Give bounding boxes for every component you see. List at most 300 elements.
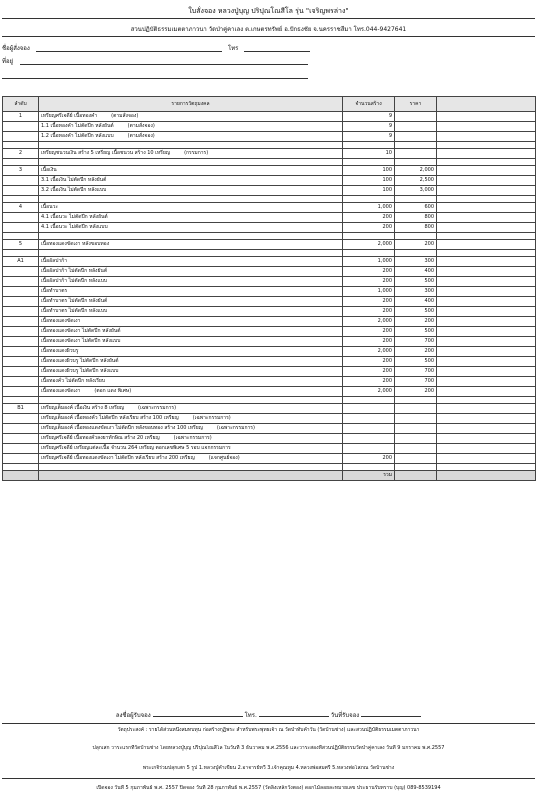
table-row xyxy=(3,277,536,287)
item-cell xyxy=(39,387,343,397)
item-name: 3.1 เนื้อเงิน ไม่ตัดปีก หลังยันต์ xyxy=(41,177,107,183)
item-cell xyxy=(39,196,343,203)
table-row xyxy=(3,149,536,159)
qty-cell xyxy=(343,414,395,424)
item-cell xyxy=(39,122,343,132)
no-cell xyxy=(3,397,39,404)
price-cell: 400 xyxy=(395,297,437,307)
no-cell xyxy=(3,176,39,186)
table-row xyxy=(3,367,536,377)
table-row xyxy=(3,257,536,267)
order-qty-cell[interactable] xyxy=(437,347,536,357)
item-name: เนื้อทำบาตร xyxy=(41,288,68,294)
order-table xyxy=(2,96,536,481)
date-label: วันที่รับจอง xyxy=(330,712,360,719)
purpose-note: วัตถุประสงค์ : รายได้ส่วนหนึ่งสมทบทุน ก่อสร้างกุฏิพระ สำหรับพระพุทธเจ้า ณ วัดป่าทับคำวัน (วัดบ้านช่าง) และสวนปฏิบัติธรรมเมตตาภาวนา xyxy=(117,727,420,733)
order-qty-cell[interactable] xyxy=(437,464,536,471)
price-cell: 700 xyxy=(395,377,437,387)
no-cell xyxy=(3,454,39,464)
order-qty-cell[interactable] xyxy=(437,307,536,317)
order-qty-cell[interactable] xyxy=(437,424,536,434)
order-qty-cell[interactable] xyxy=(437,186,536,196)
price-cell: 700 xyxy=(395,367,437,377)
qty-cell: 10 xyxy=(343,149,395,159)
table-row xyxy=(3,250,536,257)
qty-cell: 200 xyxy=(343,213,395,223)
item-cell xyxy=(39,434,343,444)
price-cell: 400 xyxy=(395,267,437,277)
table-row xyxy=(3,233,536,240)
order-qty-cell[interactable] xyxy=(437,250,536,257)
page-subtitle: สวนปฏิบัติธรรมเมตตาภาวนา วัดป่าคู่คาเลง ต.เกษตรทรัพย์ อ.ปักธงชัย จ.นครราชสีมา โทร.044-9427641 xyxy=(130,26,407,33)
no-cell: 3 xyxy=(3,166,39,176)
table-row xyxy=(3,223,536,233)
item-name: เหรียญชนวนเงิน สร้าง 5 เหรียญ เนื้อชนวน สร้าง 10 เหรียญ xyxy=(41,150,171,156)
order-qty-cell[interactable] xyxy=(437,317,536,327)
item-name: เนื้อทองแดงผิวบรู xyxy=(41,348,79,354)
qty-cell: 200 xyxy=(343,307,395,317)
qty-cell xyxy=(343,464,395,471)
table-row xyxy=(3,112,536,122)
table-row xyxy=(3,122,536,132)
qty-cell xyxy=(343,196,395,203)
item-name: เนื้อเงิน xyxy=(41,167,57,173)
price-cell xyxy=(395,471,437,481)
item-note: (ตามสั่งจอง) xyxy=(127,123,155,129)
no-cell xyxy=(3,233,39,240)
item-cell xyxy=(39,250,343,257)
order-qty-cell[interactable] xyxy=(437,240,536,250)
price-cell: 200 xyxy=(395,317,437,327)
price-cell xyxy=(395,132,437,142)
item-cell xyxy=(39,414,343,424)
qty-cell xyxy=(343,404,395,414)
order-qty-cell[interactable] xyxy=(437,444,536,454)
order-qty-cell[interactable] xyxy=(437,196,536,203)
price-cell xyxy=(395,122,437,132)
item-note: (ตามสั่งจอง) xyxy=(111,113,139,119)
order-qty-cell[interactable] xyxy=(437,213,536,223)
table-row xyxy=(3,387,536,397)
qty-cell: 1,000 xyxy=(343,287,395,297)
phone-field[interactable] xyxy=(244,43,310,52)
item-note: (เฉพาะกรรมการ) xyxy=(173,435,212,441)
item-cell xyxy=(39,240,343,250)
divider xyxy=(2,778,535,779)
qty-cell: 200 xyxy=(343,377,395,387)
item-name: เนื้ออัลปาก้า ไม่ตัดปีก หลังแบบ xyxy=(41,278,108,284)
item-name: เนื้อทองแดงผิวบรู ไม่ตัดปีก หลังยันต์ xyxy=(41,358,119,364)
qty-cell: 9 xyxy=(343,122,395,132)
qty-cell xyxy=(343,142,395,149)
price-cell xyxy=(395,142,437,149)
order-qty-cell[interactable] xyxy=(437,414,536,424)
qty-cell: 9 xyxy=(343,132,395,142)
qty-cell: รวม xyxy=(343,471,395,481)
item-name: เนื้อทำบาตร ไม่ตัดปีก หลังยันต์ xyxy=(41,298,108,304)
item-cell xyxy=(39,267,343,277)
item-name: เหรียญศรีเจดีย์ เนื้อทองคำ xyxy=(41,113,98,119)
order-qty-cell[interactable] xyxy=(437,166,536,176)
item-cell xyxy=(39,471,343,481)
item-cell xyxy=(39,223,343,233)
order-qty-cell[interactable] xyxy=(437,404,536,414)
item-cell xyxy=(39,367,343,377)
no-cell xyxy=(3,464,39,471)
order-qty-cell[interactable] xyxy=(437,471,536,481)
table-row xyxy=(3,347,536,357)
price-cell xyxy=(395,414,437,424)
qty-cell: 9 xyxy=(343,112,395,122)
qty-cell: 2,000 xyxy=(343,317,395,327)
table-row xyxy=(3,377,536,387)
signature-label: ลงชื่อผู้รับจอง xyxy=(115,712,151,719)
order-qty-cell[interactable] xyxy=(437,387,536,397)
qty-cell xyxy=(343,434,395,444)
item-cell xyxy=(39,347,343,357)
divider xyxy=(2,18,535,19)
address-field-line-2[interactable] xyxy=(2,70,308,79)
price-cell: 300 xyxy=(395,287,437,297)
qty-cell: 1,000 xyxy=(343,257,395,267)
divider xyxy=(2,723,535,724)
item-name: เนื้อทองแดงขัดเงา xyxy=(41,388,81,394)
order-qty-cell[interactable] xyxy=(437,233,536,240)
qty-cell: 100 xyxy=(343,186,395,196)
col-header-no: ลำดับ xyxy=(3,97,39,112)
no-cell xyxy=(3,367,39,377)
table-row xyxy=(3,142,536,149)
no-cell xyxy=(3,357,39,367)
qty-cell: 100 xyxy=(343,166,395,176)
item-note: (แจกศูนย์จอง) xyxy=(208,455,240,461)
no-cell xyxy=(3,122,39,132)
item-note: (ตอก แดง พิเศษ) xyxy=(94,388,132,394)
item-name: เนื้อทองแดงขัดเงา ไม่ตัดปีก หลังยันต์ xyxy=(41,328,121,334)
item-name: 4.1 เนื้อนวะ ไม่ตัดปีก หลังแบบ xyxy=(41,224,108,230)
order-qty-cell[interactable] xyxy=(437,297,536,307)
orderer-label: ชื่อผู้สั่งจอง xyxy=(2,45,30,52)
no-cell xyxy=(3,277,39,287)
item-name: 3.2 เนื้อเงิน ไม่ตัดปีก หลังแบบ xyxy=(41,187,107,193)
price-cell xyxy=(395,444,437,454)
item-name: 1.1 เนื้อทองคำ ไม่ตัดปีก หลังยันต์ xyxy=(41,123,114,129)
item-name: เหรียญเต็มองค์ เนื้อทองคั่ว ไม่ตัดปีก หลังเรียบ สร้าง 100 เหรียญ xyxy=(41,415,179,421)
total-row xyxy=(3,471,536,481)
price-cell xyxy=(395,454,437,464)
item-cell xyxy=(39,257,343,267)
item-name: เนื้ออัลปาก้า ไม่ตัดปีก หลังยันต์ xyxy=(41,268,108,274)
price-cell: 2,000 xyxy=(395,166,437,176)
table-row xyxy=(3,267,536,277)
table-row xyxy=(3,240,536,250)
price-cell xyxy=(395,464,437,471)
price-cell xyxy=(395,424,437,434)
price-cell: 2,500 xyxy=(395,176,437,186)
order-qty-cell[interactable] xyxy=(437,287,536,297)
item-cell xyxy=(39,142,343,149)
item-note: (เฉพาะกรรมการ) xyxy=(216,425,255,431)
table-row xyxy=(3,337,536,347)
item-name: เนื้อทองแดงผิวบรู ไม่ตัดปีก หลังแบบ xyxy=(41,368,119,374)
price-cell: 200 xyxy=(395,240,437,250)
address-row-2 xyxy=(2,70,535,80)
no-cell xyxy=(3,434,39,444)
item-cell xyxy=(39,233,343,240)
table-row xyxy=(3,397,536,404)
no-cell xyxy=(3,387,39,397)
table-row xyxy=(3,444,536,454)
qty-cell xyxy=(343,159,395,166)
no-cell xyxy=(3,297,39,307)
order-qty-cell[interactable] xyxy=(437,327,536,337)
no-cell: A1 xyxy=(3,257,39,267)
price-cell xyxy=(395,149,437,159)
qty-cell: 200 xyxy=(343,327,395,337)
table-row xyxy=(3,196,536,203)
price-cell: 600 xyxy=(395,203,437,213)
table-row xyxy=(3,213,536,223)
item-note: (ตามสั่งจอง) xyxy=(127,133,155,139)
item-name: เหรียญเต็มองค์ เนื้อทองแดงขัดเงา ไม่ตัดปีก หลังขอบทอง สร้าง 100 เหรียญ xyxy=(41,425,203,431)
order-qty-cell[interactable] xyxy=(437,203,536,213)
item-name: เนื้อทองแดงขัดเงา ไม่ตัดปีก หลังแบบ xyxy=(41,338,121,344)
table-row xyxy=(3,317,536,327)
order-qty-cell[interactable] xyxy=(437,377,536,387)
order-qty-cell[interactable] xyxy=(437,454,536,464)
item-name: เหรียญเต็มองค์ เนื้อเงิน สร้าง 8 เหรียญ xyxy=(41,405,125,411)
col-header-item: รายการวัตถุมงคล xyxy=(39,97,343,112)
no-cell: 4 xyxy=(3,203,39,213)
price-cell xyxy=(395,159,437,166)
table-row xyxy=(3,404,536,414)
signature-field[interactable] xyxy=(153,716,243,717)
item-cell xyxy=(39,397,343,404)
no-cell: 1 xyxy=(3,112,39,122)
order-qty-cell[interactable] xyxy=(437,176,536,186)
orderer-name-field[interactable] xyxy=(36,43,222,52)
no-cell xyxy=(3,196,39,203)
qty-cell xyxy=(343,424,395,434)
item-note: (กรรมการ) xyxy=(184,150,209,156)
item-cell xyxy=(39,377,343,387)
item-note: (เฉพาะกรรมการ) xyxy=(192,415,231,421)
no-cell xyxy=(3,444,39,454)
item-cell xyxy=(39,424,343,434)
no-cell: B1 xyxy=(3,404,39,414)
order-qty-cell[interactable] xyxy=(437,257,536,267)
item-name: เนื้อทองแดงขัดเงา xyxy=(41,318,81,324)
qty-cell: 200 xyxy=(343,337,395,347)
no-cell xyxy=(3,337,39,347)
item-name: เหรียญศรีเจดีย์ เหรียญแต่ละเนื้อ จำนวน 264 เหรียญ ตอกเลขพิเศษ 5 รอบ แจกกรรมการ xyxy=(41,445,231,451)
qty-cell: 2,000 xyxy=(343,240,395,250)
item-cell xyxy=(39,357,343,367)
item-name: เนื้อทำบาตร ไม่ตัดปีก หลังแบบ xyxy=(41,308,108,314)
no-cell: 5 xyxy=(3,240,39,250)
price-cell xyxy=(395,434,437,444)
qty-cell xyxy=(343,233,395,240)
item-cell xyxy=(39,203,343,213)
item-cell xyxy=(39,186,343,196)
qty-cell: 1,000 xyxy=(343,203,395,213)
col-header-order xyxy=(437,97,536,112)
page-title: ใบสั่งจอง หลวงปู่บุญ ปริปุณโณสีโล รุ่น "เจริญพรล่าง" xyxy=(188,7,349,15)
item-name: เนื้อทองคั่ว ไม่ตัดปีก หลังเรียบ xyxy=(41,378,106,384)
table-row xyxy=(3,186,536,196)
no-cell xyxy=(3,377,39,387)
table-row xyxy=(3,166,536,176)
footer-phone-field[interactable] xyxy=(259,716,329,717)
item-cell xyxy=(39,404,343,414)
order-qty-cell[interactable] xyxy=(437,397,536,404)
booking-period-note: เปิดจอง วันที่ 5 กุมภาพันธ์ พ.ศ. 2557 ปิดจอง วันที่ 28 กุมภาพันธ์ พ.ศ.2557 (วัดลิงเหล็กวังตอง) ดอกไม้ลอยละหมายเลข ประธานรับทราบ (บุญ) 089-8539194 xyxy=(96,785,441,791)
order-qty-cell[interactable] xyxy=(437,267,536,277)
order-qty-cell[interactable] xyxy=(437,337,536,347)
price-cell: 800 xyxy=(395,223,437,233)
order-qty-cell[interactable] xyxy=(437,357,536,367)
table-row xyxy=(3,357,536,367)
item-name: เนื้อทองแดงขัดเงา หลังขอบทอง xyxy=(41,241,110,247)
qty-cell xyxy=(343,397,395,404)
order-qty-cell[interactable] xyxy=(437,434,536,444)
no-cell xyxy=(3,186,39,196)
price-cell xyxy=(395,196,437,203)
order-qty-cell[interactable] xyxy=(437,159,536,166)
orderer-row xyxy=(2,43,535,53)
item-name: เหรียญศรีเจดีย์ เนื้อทองแดงขัดเงา ไม่ตัดปีก หลังเรียบ สร้าง 200 เหรียญ xyxy=(41,455,195,461)
no-cell xyxy=(3,223,39,233)
table-row xyxy=(3,424,536,434)
item-cell xyxy=(39,327,343,337)
signature-row xyxy=(0,710,537,720)
qty-cell: 200 xyxy=(343,223,395,233)
no-cell xyxy=(3,327,39,337)
order-qty-cell[interactable] xyxy=(437,149,536,159)
no-cell xyxy=(3,347,39,357)
item-name: 4.1 เนื้อนวะ ไม่ตัดปีก หลังยันต์ xyxy=(41,214,108,220)
item-cell xyxy=(39,176,343,186)
phone-label: โทร xyxy=(228,45,239,52)
no-cell xyxy=(3,471,39,481)
no-cell xyxy=(3,307,39,317)
item-cell xyxy=(39,297,343,307)
price-cell: 500 xyxy=(395,357,437,367)
table-row xyxy=(3,287,536,297)
blessing-note: ปลุกเสก วาระแรกที่วัดบ้านช่าง โดยหลวงปู่บุญ ปริปุณโณสีโล ในวันที่ 3 ธันวาคม พ.ศ.2556 และวาระสองที่สวนปฏิบัติธรรมวัดป่าคู่คาเลง วันที่ 9 มกราคม พ.ศ.2557 xyxy=(92,745,445,751)
price-cell: 500 xyxy=(395,327,437,337)
price-cell xyxy=(395,250,437,257)
no-cell xyxy=(3,250,39,257)
qty-cell: 200 xyxy=(343,277,395,287)
table-row xyxy=(3,297,536,307)
qty-cell: 200 xyxy=(343,454,395,464)
no-cell xyxy=(3,424,39,434)
table-row xyxy=(3,434,536,444)
table-row xyxy=(3,327,536,337)
table-row xyxy=(3,414,536,424)
qty-cell xyxy=(343,444,395,454)
order-qty-cell[interactable] xyxy=(437,277,536,287)
table-row xyxy=(3,159,536,166)
no-cell xyxy=(3,142,39,149)
price-cell xyxy=(395,112,437,122)
item-cell xyxy=(39,337,343,347)
item-cell xyxy=(39,454,343,464)
address-label: ที่อยู่ xyxy=(2,58,14,65)
table-row xyxy=(3,203,536,213)
price-cell: 700 xyxy=(395,337,437,347)
qty-cell: 200 xyxy=(343,357,395,367)
item-name: 1.2 เนื้อทองคำ ไม่ตัดปีก หลังแบบ xyxy=(41,133,114,139)
table-row xyxy=(3,176,536,186)
order-qty-cell[interactable] xyxy=(437,132,536,142)
address-field[interactable] xyxy=(20,56,308,65)
address-row xyxy=(2,56,535,66)
item-cell xyxy=(39,317,343,327)
order-qty-cell[interactable] xyxy=(437,122,536,132)
qty-cell: 200 xyxy=(343,297,395,307)
qty-cell: 2,000 xyxy=(343,387,395,397)
footer-phone-label: โทร. xyxy=(244,712,257,719)
price-cell: 800 xyxy=(395,213,437,223)
price-cell: 200 xyxy=(395,347,437,357)
order-qty-cell[interactable] xyxy=(437,367,536,377)
price-cell: 200 xyxy=(395,387,437,397)
item-cell xyxy=(39,277,343,287)
no-cell xyxy=(3,287,39,297)
table-row xyxy=(3,464,536,471)
item-name: เนื้ออัลปาก้า xyxy=(41,258,68,264)
no-cell xyxy=(3,267,39,277)
qty-cell: 200 xyxy=(343,267,395,277)
price-cell xyxy=(395,404,437,414)
col-header-price: ราคา xyxy=(395,97,437,112)
order-qty-cell[interactable] xyxy=(437,112,536,122)
table-row xyxy=(3,132,536,142)
price-cell: 3,000 xyxy=(395,186,437,196)
order-qty-cell[interactable] xyxy=(437,142,536,149)
price-cell: 500 xyxy=(395,277,437,287)
monks-note: พระเกจิร่วมปลุกเสก 5 รูป 1.หลวงปู่คำเขียน 2.อาจารย์ทวี 3.เจ้าคุณทูม 4.หลวงพ่อสมศรี 5.หลวงพ่อโสภณ วัดบ้านช่าง xyxy=(142,765,395,771)
table-header-row xyxy=(3,97,536,112)
qty-cell: 100 xyxy=(343,176,395,186)
item-cell xyxy=(39,166,343,176)
item-cell xyxy=(39,159,343,166)
item-cell xyxy=(39,149,343,159)
item-cell xyxy=(39,213,343,223)
table-row xyxy=(3,454,536,464)
qty-cell: 200 xyxy=(343,367,395,377)
item-cell xyxy=(39,444,343,454)
date-field[interactable] xyxy=(361,716,421,717)
price-cell: 500 xyxy=(395,307,437,317)
no-cell xyxy=(3,317,39,327)
no-cell xyxy=(3,159,39,166)
item-cell xyxy=(39,464,343,471)
item-name: เนื้อนวะ xyxy=(41,204,59,210)
item-cell xyxy=(39,307,343,317)
table-row xyxy=(3,307,536,317)
no-cell xyxy=(3,414,39,424)
item-note: (เฉพาะกรรมการ) xyxy=(138,405,177,411)
divider xyxy=(2,36,535,37)
item-cell xyxy=(39,112,343,122)
order-qty-cell[interactable] xyxy=(437,223,536,233)
qty-cell: 2,000 xyxy=(343,347,395,357)
qty-cell xyxy=(343,250,395,257)
no-cell xyxy=(3,132,39,142)
